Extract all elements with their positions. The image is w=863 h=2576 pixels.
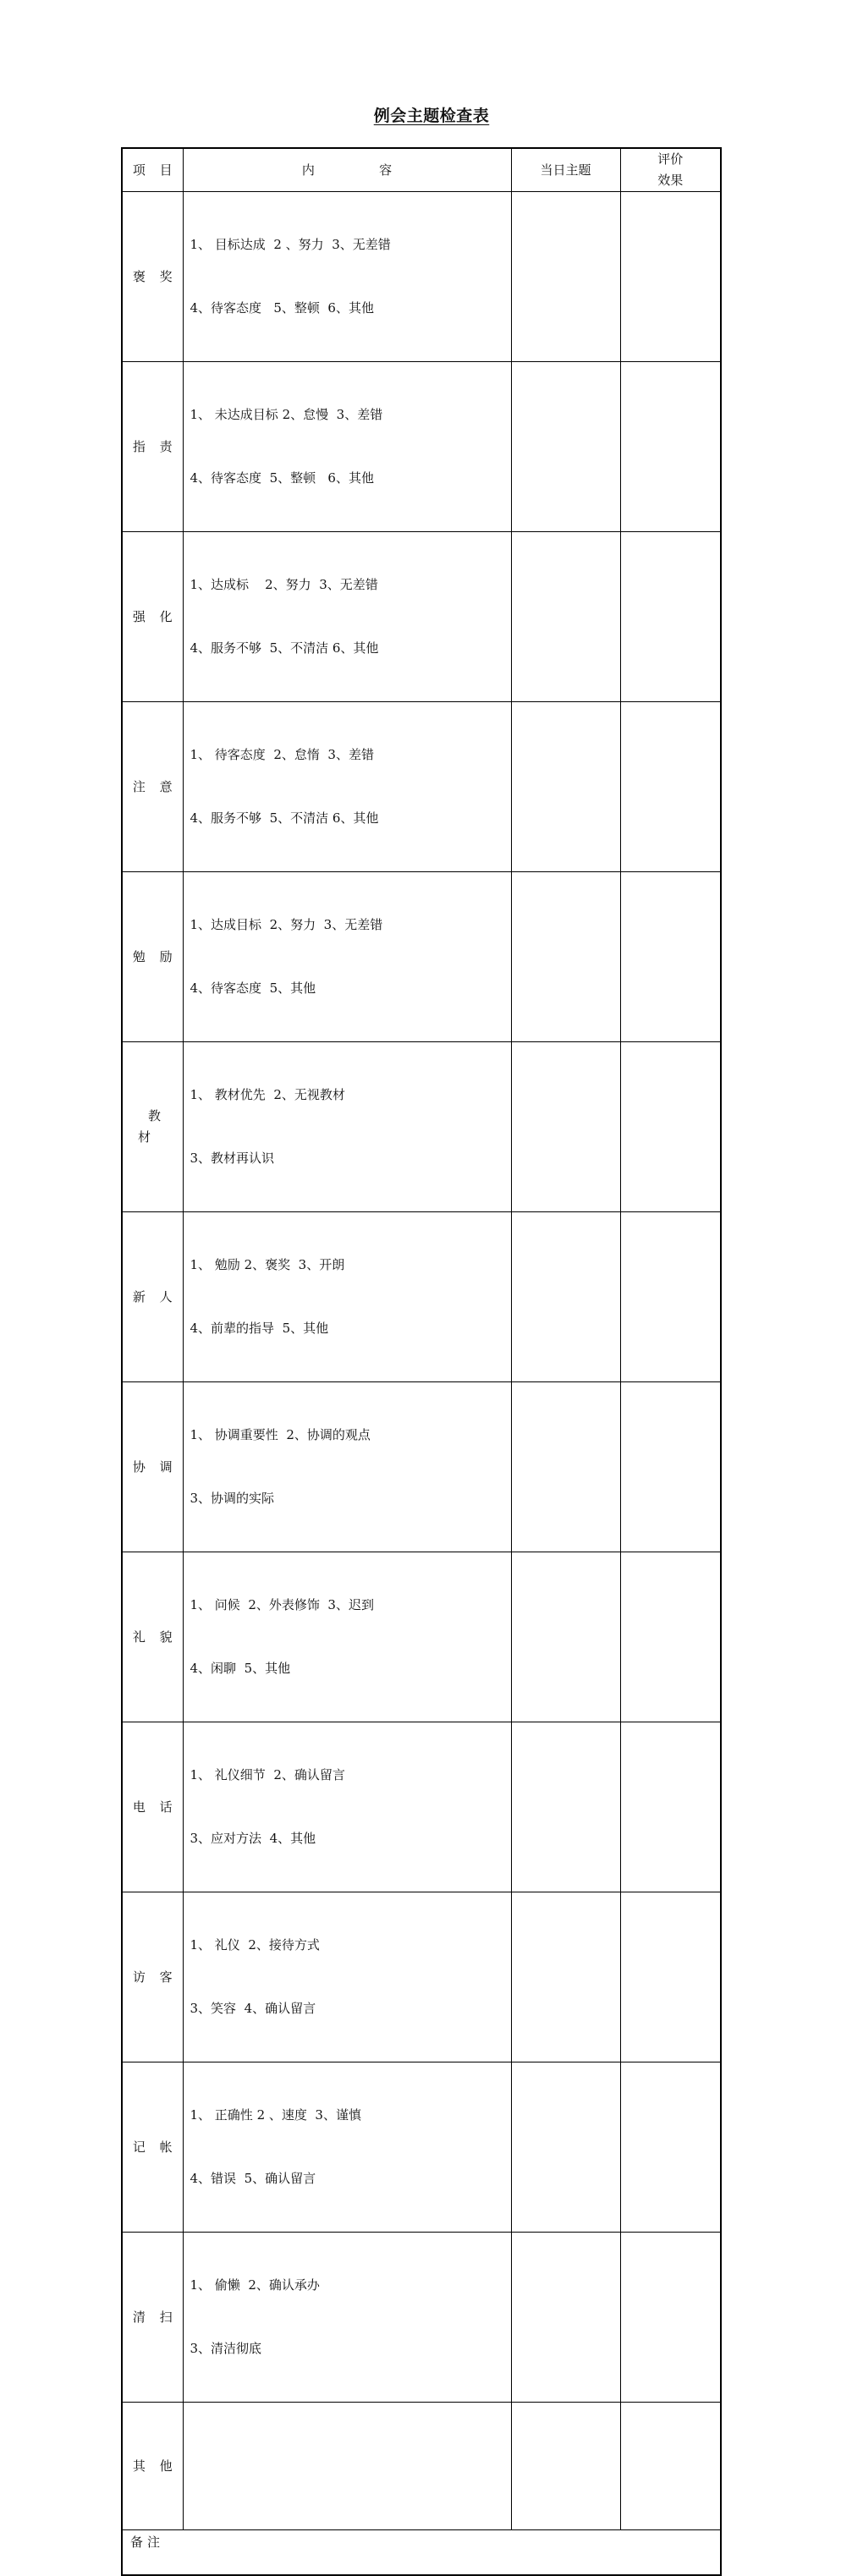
table-row [122, 2062, 721, 2233]
header-content: 内 容 [183, 148, 511, 192]
row-item-label: 协 调 [122, 1382, 183, 1552]
table-row [122, 2403, 721, 2530]
table-row [122, 2233, 721, 2403]
row-item-label: 清 扫 [122, 2233, 183, 2403]
row-content-line: 3、教材再认识 [190, 1151, 275, 1166]
row-topic-cell[interactable] [511, 2403, 620, 2530]
row-item-label: 勉 励 [122, 872, 183, 1042]
header-eval-line2: 效果 [657, 173, 684, 188]
row-item-label: 访 客 [122, 1892, 183, 2062]
page-title: 例会主题检查表 [373, 107, 490, 125]
row-topic-cell[interactable] [511, 872, 620, 1042]
row-content-line: 1、达成目标 2、努力 3、无差错 [190, 917, 383, 932]
row-eval-cell[interactable] [620, 702, 721, 872]
row-content-line: 3、协调的实际 [190, 1491, 275, 1506]
row-content-line: 4、待客态度 5、其他 [190, 980, 316, 996]
table-row [122, 872, 721, 1042]
row-content [183, 1382, 511, 1552]
table-header-row [122, 148, 721, 192]
row-topic-cell[interactable] [511, 2062, 620, 2233]
header-eval-line1: 评价 [657, 151, 684, 167]
row-eval-cell[interactable] [620, 2233, 721, 2403]
row-item-label: 电 话 [122, 1722, 183, 1892]
table-row [122, 362, 721, 532]
row-eval-cell[interactable] [620, 872, 721, 1042]
row-content-line: 1、 礼仪 2、接待方式 [190, 1937, 320, 1953]
row-content-line: 3、应对方法 4、其他 [190, 1831, 316, 1846]
row-eval-cell[interactable] [620, 192, 721, 362]
row-content-line: 3、清洁彻底 [190, 2341, 262, 2356]
row-topic-cell[interactable] [511, 362, 620, 532]
row-topic-cell[interactable] [511, 2233, 620, 2403]
row-topic-cell[interactable] [511, 702, 620, 872]
row-eval-cell[interactable] [620, 1382, 721, 1552]
row-content[interactable] [183, 2403, 511, 2530]
row-content-line: 1、 偷懒 2、确认承办 [190, 2277, 320, 2293]
row-eval-cell[interactable] [620, 2403, 721, 2530]
row-item-label [122, 1042, 183, 1212]
row-topic-cell[interactable] [511, 1892, 620, 2062]
row-content-line: 1、达成标 2、努力 3、无差错 [190, 577, 378, 592]
row-item-label: 礼 貌 [122, 1552, 183, 1722]
row-content-line: 1、 未达成目标 2、怠慢 3、差错 [190, 407, 383, 422]
row-content-line: 1、 正确性 2 、速度 3、谨慎 [190, 2107, 361, 2123]
row-content-line: 4、错误 5、确认留言 [190, 2171, 316, 2186]
table-row [122, 1892, 721, 2062]
row-content [183, 1042, 511, 1212]
row-content-line: 4、待客态度 5、整顿 6、其他 [190, 470, 374, 486]
row-content [183, 362, 511, 532]
row-eval-cell[interactable] [620, 2062, 721, 2233]
row-content-line: 1、 礼仪细节 2、确认留言 [190, 1767, 345, 1782]
row-topic-cell[interactable] [511, 1042, 620, 1212]
table-row [122, 192, 721, 362]
row-content-line: 1、 勉励 2、褒奖 3、开朗 [190, 1257, 345, 1272]
row-topic-cell[interactable] [511, 1722, 620, 1892]
row-eval-cell[interactable] [620, 362, 721, 532]
row-item-label: 新 人 [122, 1212, 183, 1382]
row-content-line: 4、服务不够 5、不清洁 6、其他 [190, 810, 379, 826]
row-content [183, 872, 511, 1042]
row-content [183, 1552, 511, 1722]
row-content-line: 1、 教材优先 2、无视教材 [190, 1087, 345, 1102]
row-content-line: 3、笑容 4、确认留言 [190, 2001, 316, 2016]
row-content-line: 1、 目标达成 2 、努力 3、无差错 [190, 237, 391, 252]
header-topic: 当日主题 [511, 148, 620, 192]
row-content [183, 1212, 511, 1382]
row-content [183, 2062, 511, 2233]
row-content-line: 1、 待客态度 2、怠惰 3、差错 [190, 747, 374, 762]
row-item-label: 其 他 [122, 2403, 183, 2530]
header-item: 项 目 [122, 148, 183, 192]
table-row [122, 1042, 721, 1212]
row-content [183, 1722, 511, 1892]
row-topic-cell[interactable] [511, 532, 620, 702]
row-content-line: 1、 问候 2、外表修饰 3、迟到 [190, 1597, 374, 1612]
row-eval-cell[interactable] [620, 1722, 721, 1892]
row-item-label: 注 意 [122, 702, 183, 872]
row-topic-cell[interactable] [511, 1382, 620, 1552]
row-content-line: 4、前辈的指导 5、其他 [190, 1321, 329, 1336]
row-content-line: 1、 协调重要性 2、协调的观点 [190, 1427, 371, 1442]
table-row [122, 1212, 721, 1382]
row-eval-cell[interactable] [620, 1892, 721, 2062]
row-eval-cell[interactable] [620, 1042, 721, 1212]
row-topic-cell[interactable] [511, 1212, 620, 1382]
row-item-label-line: 材 [138, 1129, 151, 1145]
row-content [183, 702, 511, 872]
row-eval-cell[interactable] [620, 1552, 721, 1722]
row-item-label: 记 帐 [122, 2062, 183, 2233]
remarks-cell[interactable]: 备注 [122, 2530, 721, 2576]
row-item-label: 强 化 [122, 532, 183, 702]
row-content-line: 4、服务不够 5、不清洁 6、其他 [190, 640, 379, 656]
row-item-label: 褒 奖 [122, 192, 183, 362]
row-item-label: 指 责 [122, 362, 183, 532]
table-row [122, 1382, 721, 1552]
row-content [183, 1892, 511, 2062]
row-content [183, 192, 511, 362]
meeting-topic-check-table [121, 147, 722, 2576]
row-eval-cell[interactable] [620, 532, 721, 702]
row-topic-cell[interactable] [511, 1552, 620, 1722]
table-row [122, 532, 721, 702]
row-topic-cell[interactable] [511, 192, 620, 362]
row-eval-cell[interactable] [620, 1212, 721, 1382]
row-content [183, 532, 511, 702]
header-evaluation [620, 148, 721, 192]
table-row [122, 1722, 721, 1892]
row-content-line: 4、闲聊 5、其他 [190, 1661, 291, 1676]
row-content-line: 4、待客态度 5、整顿 6、其他 [190, 300, 374, 316]
table-row [122, 702, 721, 872]
row-item-label-line: 教 [148, 1108, 162, 1123]
remarks-row [122, 2530, 721, 2576]
table-row [122, 1552, 721, 1722]
row-content [183, 2233, 511, 2403]
